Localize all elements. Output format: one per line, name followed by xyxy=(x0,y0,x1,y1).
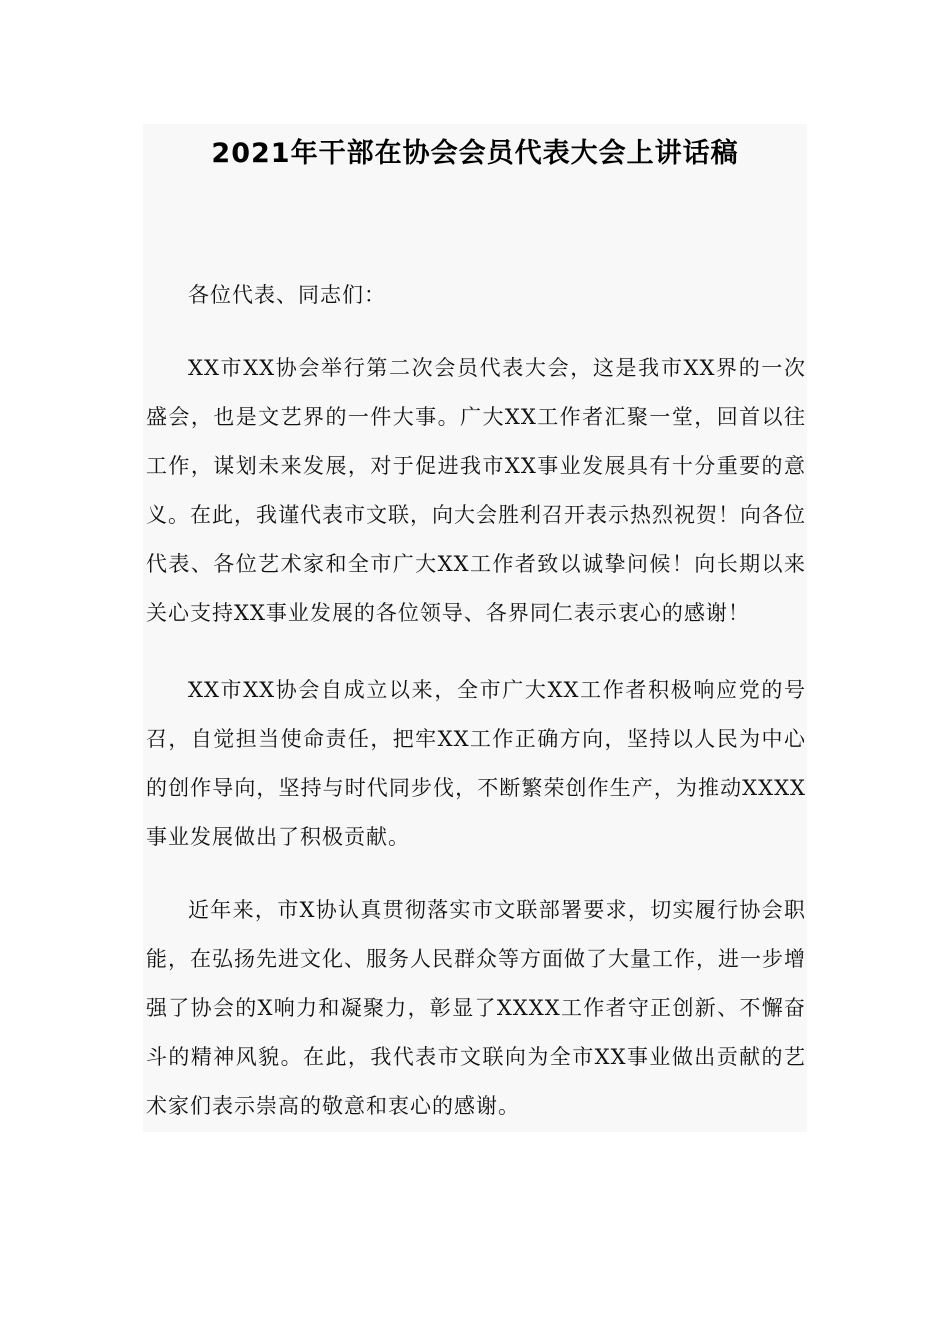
body-paragraph-1: XX市XX协会举行第二次会员代表大会，这是我市XX界的一次盛会，也是文艺界的一件大事。广大XX工作者汇聚一堂，回首以往工作，谋划未来发展，对于促进我市XX事业发展具有十分重要的意义。在此，我谨代表市文联，向大会胜利召开表示热烈祝贺！向各位代表、各位艺术家和全市广大XX工作者致以诚挚问候！向长期以来关心支持XX事业发展的各位领导、各界同仁表示衷心的感谢！ xyxy=(146,356,806,625)
body-paragraph-3: 近年来，市X协认真贯彻落实市文联部署要求，切实履行协会职能，在弘扬先进文化、服务人民群众等方面做了大量工作，进一步增强了协会的X响力和凝聚力，彰显了XXXX工作者守正创新、不懈奋斗的精神风貌。在此，我代表市文联向为全市XX事业做出贡献的艺术家们表示崇高的敬意和衷心的感谢。 xyxy=(146,898,806,1118)
document-title: 2021年干部在协会会员代表大会上讲话稿 xyxy=(211,138,739,169)
salutation-paragraph: 各位代表、同志们： xyxy=(188,283,386,307)
body-paragraph-2: XX市XX协会自成立以来，全市广大XX工作者积极响应党的号召，自觉担当使命责任，把牢XX工作正确方向，坚持以人民为中心的创作导向，坚持与时代同步伐，不断繁荣创作生产，为推动XXXX事业发展做出了积极贡献。 xyxy=(146,678,806,849)
